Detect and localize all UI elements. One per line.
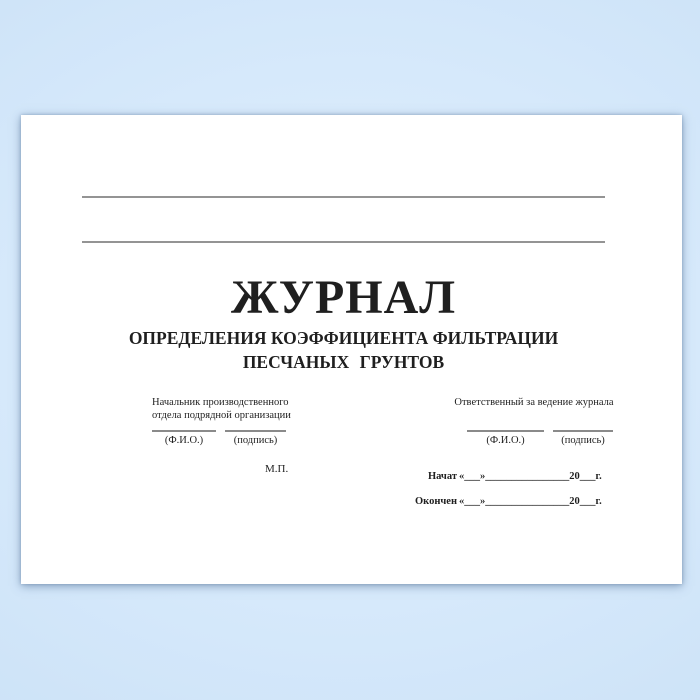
journal-subtitle-line-2: ПЕСЧАНЫХ ГРУНТОВ (242, 351, 445, 372)
right-fio-column (467, 430, 544, 447)
organization-blank-line-2 (82, 241, 605, 243)
left-signature-row (152, 430, 322, 447)
stamp-place-label: М.П. (265, 463, 289, 475)
finished-label: Окончен (414, 496, 457, 507)
finished-date-row (411, 495, 602, 508)
left-signatory-role-line-2: отдела подрядной организации (152, 410, 291, 421)
left-sign-column (225, 430, 286, 447)
started-label: Начат (427, 471, 457, 482)
organization-blank-line-1 (82, 196, 605, 198)
journal-subtitle-line-1: ОПРЕДЕЛЕНИЯ КОЭФФИЦИЕНТА ФИЛЬТРАЦИИ (128, 328, 559, 349)
left-signatory-block (152, 396, 322, 447)
right-signatory-role: Ответственный за ведение журнала (454, 397, 614, 408)
left-fio-label: (Ф.И.О.) (164, 435, 204, 446)
journal-title: ЖУРНАЛ (230, 271, 457, 324)
started-date-row (411, 470, 602, 483)
left-signatory-role-line-1: Начальник производственного (152, 397, 289, 408)
journal-cover-page (21, 115, 682, 584)
started-blank-value: «___»________________20___г. (459, 471, 602, 482)
title-block (82, 273, 605, 371)
right-sign-label: (подпись) (561, 435, 605, 446)
right-signatory-block (453, 396, 615, 447)
left-fio-column (152, 430, 216, 447)
right-fio-label: (Ф.И.О.) (486, 435, 525, 446)
left-sign-label: (подпись) (233, 435, 278, 446)
right-signature-row (467, 430, 615, 447)
finished-blank-value: «___»________________20___г. (459, 496, 602, 507)
right-sign-column (553, 430, 613, 447)
dates-block (411, 470, 602, 508)
